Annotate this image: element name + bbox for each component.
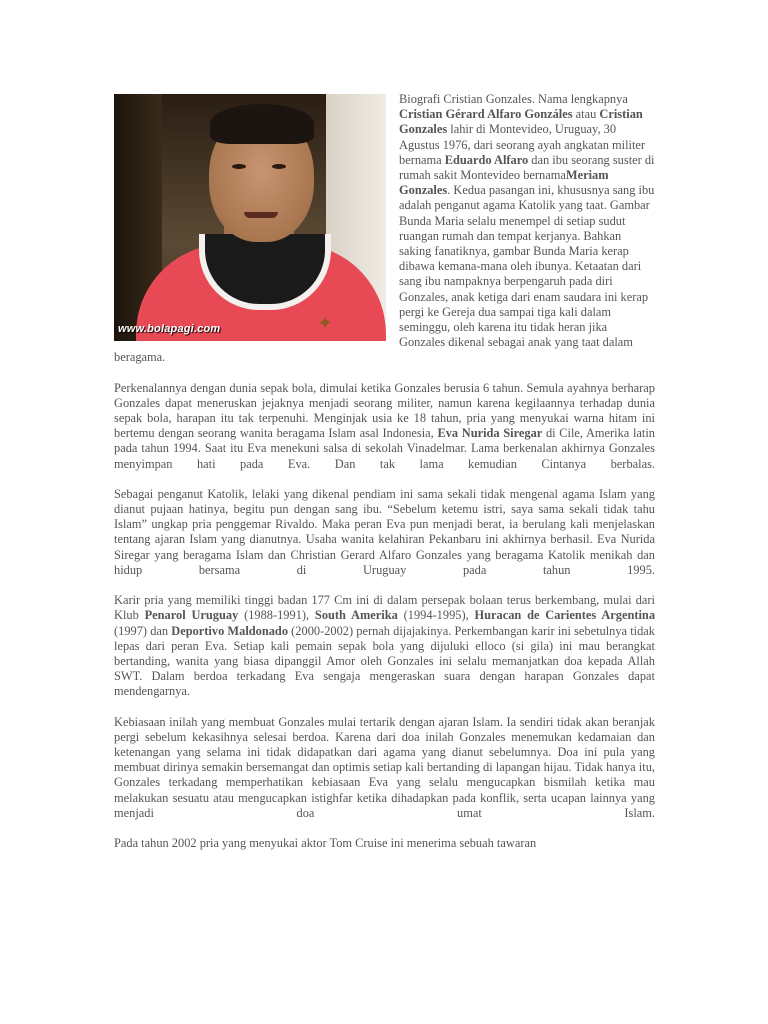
club-penarol: Penarol Uruguay — [144, 608, 239, 623]
photo-eye-left — [232, 164, 246, 169]
club-south-amerika: South Amerika — [314, 608, 398, 623]
paragraph-intro: Biografi Cristian Gonzales. Nama lengkapnya Cristian Gérard Alfaro Gonzáles atau Cristian Gonzales lahir di Montevideo, Uruguay, 30 Agustus 1976, dari seorang ayah angkatan militer bernama Eduardo Alfaro dan ibu seorang suster di rumah sakit Montevideo bernamaMeriam Gonzales. Kedua pasangan ini, khususnya sang ibu adalah penganut agama Katolik yang taat. Gambar Bunda Maria selalu menempel di setiap sudut ruangan rumah dan tempat kerjanya. Bahkan saking fanatiknya, gambar Bunda Maria kerap dibawa kemana-mana oleh ibunya. Ketaatan dari sang ibu nampaknya berpengaruh pada diri Gonzales, anak ketiga dari enam saudara ini kerap pergi ke Gereja dua sampai tiga kali dalam seminggu, oleh karena itu tidak heran jika Gonzales dikenal sebagai anak yang taat dalam beragama. — [114, 92, 655, 365]
club-huracan: Huracan de Carientes Argentina — [474, 608, 656, 623]
name-short: Cristian Gonzales — [399, 107, 643, 137]
photo-eye-right — [272, 164, 286, 169]
name-wife: Eva Nurida Siregar — [437, 426, 543, 441]
garuda-emblem-icon: ✦ — [317, 313, 333, 333]
paragraph-football-intro: Perkenalannya dengan dunia sepak bola, dimulai ketika Gonzales berusia 6 tahun. Semula ayahnya berharap Gonzales dapat meneruskan jejaknya menjadi seorang militer, namun karena kegilaannya terhadap dunia sepak bola, harapan itu tak terpenuhi. Menginjak usia ke 18 tahun, pria yang menyukai warna hitam ini bertemu dengan seorang wanita beragama Islam asal Indonesia, Eva Nurida Siregar di Cile, Amerika latin pada tahun 1994. Saat itu Eva menekuni salsa di sekolah Vinadelmar. Lama berkenalan akhirnya Gonzales menyimpan hati pada Eva. Dan tak lama kemudian Cintanya berbalas. — [114, 380, 655, 471]
player-photo — [114, 94, 386, 341]
article — [114, 92, 655, 866]
paragraph-career: Karir pria yang memiliki tinggi badan 177 Cm ini di dalam persepak bolaan terus berkembang, mulai dari Klub Penarol Uruguay (1988-1991), South Amerika (1994-1995), Huracan de Carientes Argentina (1997) dan Deportivo Maldonado (2000-2002) pernah dijajakinya. Perkembangan karir ini sebetulnya tidak lepas dari peran Eva. Setiap kali pemain sepak bola yang dijuluki elloco (si gila) ini mau berangkat bertanding, wanita yang biasa dipanggil Amor oleh Gonzales ini selalu memanjatkan doa kepada Allah SWT. Dalam berdoa terkadang Eva sengaja mengeraskan suara dengan harapan Gonzales dapat mendengarnya. — [114, 593, 656, 699]
paragraph-marriage: Sebagai penganut Katolik, lelaki yang dikenal pendiam ini sama sekali tidak mengenal agama Islam yang dianut pujaan hatinya, begitu pun dengan sang ibu. “Sebelum ketemu istri, saya sama sekali tidak tahu Islam” ungkap pria penggemar Rivaldo. Maka peran Eva pun menjadi berat, ia berulang kali menjelaskan tentang ajaran Islam yang dianutnya. Usaha wanita kelahiran Pekanbaru ini akhirnya berhasil. Eva Nurida Siregar yang beragama Islam dan Christian Gerard Alfaro Gonzales yang beragama Katolik menikah dan hidup bersama di Uruguay pada tahun 1995. — [114, 486, 655, 577]
name-full: Cristian Gérard Alfaro Gonzáles — [399, 107, 573, 122]
name-father: Eduardo Alfaro — [444, 152, 529, 167]
photo-hair — [210, 104, 314, 144]
paragraph-conversion: Kebiasaan inilah yang membuat Gonzales mulai tertarik dengan ajaran Islam. Ia sendiri tidak akan beranjak pergi sebelum kekasihnya selesai berdoa. Karena dari doa inilah Gonzales menemukan kedamaian dan ketenangan yang selama ini tidak didapatkan dari agama yang dianut sebelumnya. Doa ini pula yang membuat dirinya semakin bersemangat dan optimis setiap kali bertanding di lapangan hijau. Tidak hanya itu, Gonzales terkadang memperhatikan kebiasaan Eva yang selalu mengucapkan bismilah ketika mau melakukan sesuatu atau mengucapkan istighfar ketika dihadapkan pada konflik, serta ucapan lainnya yang menjadi doa umat Islam. — [114, 714, 655, 820]
photo-watermark: www.bolapagi.com — [118, 322, 221, 335]
paragraph-2002: Pada tahun 2002 pria yang menyukai aktor Tom Cruise ini menerima sebuah tawaran — [114, 835, 537, 850]
photo-mouth — [244, 212, 278, 218]
club-deportivo: Deportivo Maldonado — [171, 623, 289, 638]
name-mother: Meriam Gonzales — [399, 168, 609, 198]
